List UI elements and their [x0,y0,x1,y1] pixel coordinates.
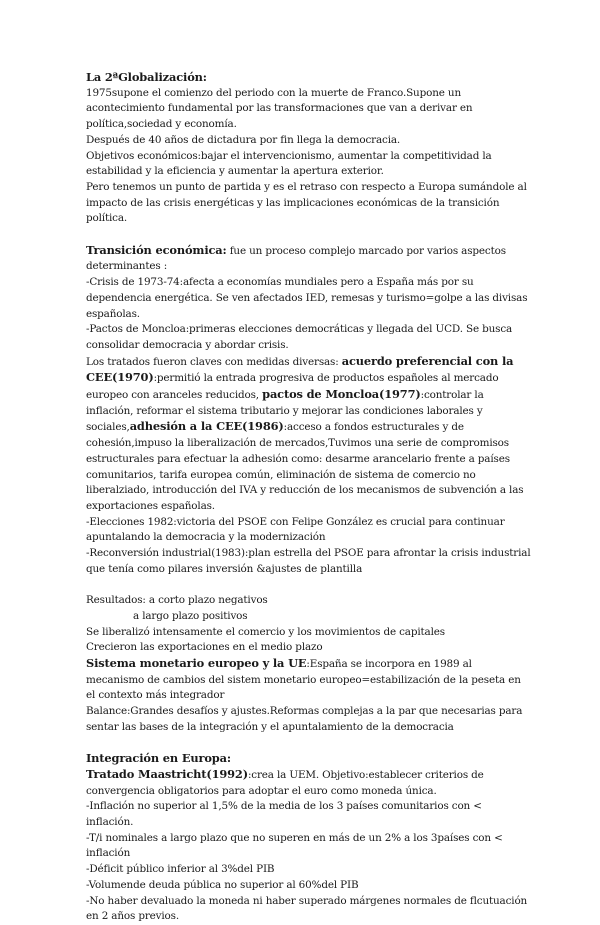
section-heading-transicion: Transición económica: [86,242,227,257]
paragraph: Pero tenemos un punto de partida y es el retraso con respecto a Europa sumándole al impacto de las crisis energéticas y las implicaciones económicas de la transición política. [86,180,527,225]
text-run: :crea la UEM. Objetivo:establecer criterios de convergencia obligatorios para adoptar el euro como moneda única. [86,768,484,797]
text-run: :permitió la entrada progresiva de productos españoles al mercado europeo con aranceles reducidos, [86,372,499,402]
section-heading-globalizacion: La 2ªGlobalización: [86,70,207,84]
bold-term: Sistema monetario europeo y la UE [86,655,307,670]
bullet-item: -Volumende deuda pública no superior al 60%del PIB [86,878,359,891]
bullet-item: -Crisis de 1973-74:afecta a economías mundiales pero a España más por su dependencia energética. Se ven afectados IED, remesas y turismo=golpe a las divisas españolas. [86,276,528,320]
bold-term: pactos de Moncloa(1977) [262,387,421,402]
text-run: Los tratados fueron claves con medidas diversas: [86,355,342,368]
bullet-item: -Reconversión industrial(1983):plan estrella del PSOE para afrontar la crisis industrial que tenía como pilares inversión &ajustes de plantilla [86,547,531,575]
bold-term: Tratado Maastricht(1992) [86,766,248,781]
resultados-line: a largo plazo positivos [133,609,248,622]
bold-term: acuerdo preferencial con la CEE(1970) [86,353,514,385]
text-run: :España se incorpora en 1989 al mecanismo de cambios del sistem monetario europeo=estabilización de la peseta en el contexto más integrador [86,657,521,702]
spacer [86,577,532,593]
paragraph: Balance:Grandes desafíos y ajustes.Reformas complejas a la par que necesarias para sentar las bases de la integración y el apuntalamiento de la democracia [86,705,523,733]
paragraph-tratados [86,354,532,515]
paragraph-maastricht [86,767,532,799]
bullet-item: -Déficit público inferior al 3%del PIB [86,863,275,876]
paragraph: Se liberalizó intensamente el comercio y los movimientos de capitales [86,625,445,638]
bullet-item: -Elecciones 1982:victoria del PSOE con Felipe González es crucial para continuar apuntalando la democracia y la modernización [86,515,505,544]
paragraph-sme [86,656,532,704]
paragraph: 1975supone el comienzo del periodo con la muerte de Franco.Supone un acontecimiento fundamental por las transformaciones que van a derivar en política,sociedad y economía. [86,86,473,131]
paragraph: Crecieron las exportaciones en el medio plazo [86,641,323,654]
paragraph: Después de 40 años de dictadura por fin llega la democracia. [86,133,401,146]
bullet-item: -T/i nominales a largo plazo que no superen en más de un 2% a los 3países con < inflación [86,831,503,860]
text-run: :acceso a fondos estructurales y de cohesión,impuso la liberalización de mercados,Tuvimos una serie de compromisos estructurales para efectuar la adhesión como: desarme arancelario frente a países comunitarios, tarifa europea común, eliminación de sistema de comercio no liberalziado, introducción del IVA y reducción de los mecanismos de subvención a las exportaciones españolas. [86,421,524,512]
document-body [86,70,532,925]
bold-term: adhesión a la CEE(1986) [129,419,284,434]
bullet-item: -Inflación no superior al 1,5% de la media de los 3 países comunitarios con < inflación. [86,800,482,828]
bullet-item: -No haber devaluado la moneda ni haber superado márgenes normales de flcutuación en 2 años previos. [86,894,528,923]
spacer [86,227,532,243]
spacer [86,736,532,752]
section-heading-integracion: Integración en Europa: [86,751,231,766]
resultados-line: Resultados: a corto plazo negativos [86,594,268,607]
bullet-item: -Pactos de Moncloa:primeras elecciones democráticas y llegada del UCD. Se busca consolidar democracia y abordar crisis. [86,323,513,351]
paragraph-transicion [86,243,532,275]
paragraph: Objetivos económicos:bajar el intervencionismo, aumentar la competitividad la estabilidad y la eficiencia y aumentar la apertura exterior. [86,149,492,178]
text-run: :controlar la inflación, reformar el sistema tributario y mejorar las condiciones laborales y sociales, [86,389,484,434]
text-run: fue un proceso complejo marcado por varios aspectos determinantes : [86,244,506,273]
